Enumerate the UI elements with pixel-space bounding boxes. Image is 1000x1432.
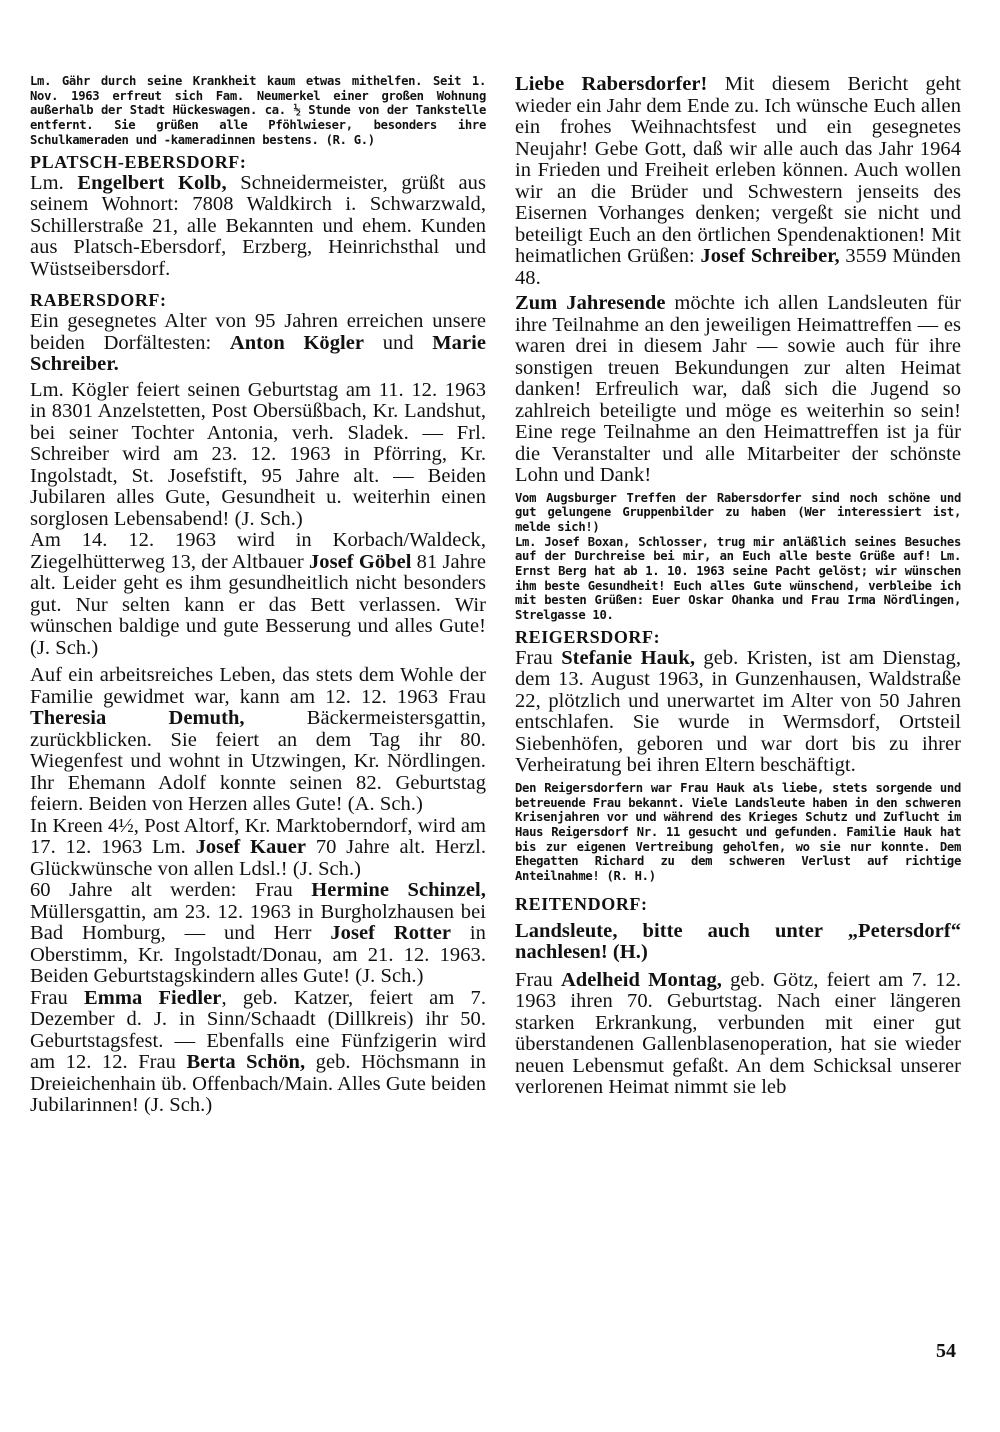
article-paragraph: Den Reigersdorfern war Frau Hauk als liebe, stets sorgende und betreuende Frau bekannt. Viele Landsleute haben in den schweren Krisenjahren vor und während des Krieges Schutz und Zuflucht im Haus Reigersdorf Nr. 11 gesucht und gefunden. Familie Hauk hat bis zur eigenen Vertreibung geholfen, wo sie nur konnte. Dem Ehegatten Richard zu dem schweren Verlust auf richtige Anteilnahme! (R. H.) [515, 780, 961, 884]
article-paragraph: Lm. Engelbert Kolb, Schneidermeister, grüßt aus seinem Wohnort: 7808 Waldkirch i. Schwarzwald, Schillerstraße 21, alle Bekannten und ehem. Kunden aus Platsch-Ebersdorf, Erzberg, Heinrichsthal und Wüstseibersdorf. [30, 171, 486, 280]
article-paragraph: Zum Jahresende möchte ich allen Landsleuten für ihre Teilnahme an den jeweiligen Heimattreffen — es waren drei in diesem Jahr — sowie auch für ihre sonstigen treuen Bekundungen zur alten Heimat danken! Erfreulich war, daß sich die Jugend so zahlreich beteiligte und möge es weiterhin so sein! Eine rege Teilnahme an den Heimattreffen ist ja für die Veranstalter und alle Mitarbeiter der schönste Lohn und Dank! [515, 292, 961, 486]
left-column [30, 74, 486, 1117]
right-column [515, 74, 961, 1099]
article-paragraph: Lm. Gähr durch seine Krankheit kaum etwas mithelfen. Seit 1. Nov. 1963 erfreut sich Fam. Neumerkel einer großen Wohnung außerhalb der Stadt Hückeswagen. ca. ½ Stunde von der Tankstelle entfernt. Sie grüßen alle Pföhlwieser, besonders ihre Schulkameraden und -kameradinnen bestens. (R. G.) [30, 74, 486, 147]
section-heading-platsch-ebersdorf: PLATSCH-EBERSDORF: [30, 151, 247, 172]
article-paragraph: Vom Augsburger Treffen der Rabersdorfer sind noch schöne und gut gelungene Gruppenbilder zu haben (Wer interessiert ist, melde sich!) [515, 490, 961, 534]
section-heading-rabersdorf: RABERSDORF: [30, 290, 167, 311]
article-paragraph: Ein gesegnetes Alter von 95 Jahren erreichen unsere beiden Dorfältesten: Anton Kögler und Marie Schreiber. [30, 310, 487, 376]
article-paragraph: Landsleute, bitte auch unter „Petersdorf“ nachlesen! (H.) [515, 919, 961, 964]
article-paragraph: Frau Emma Fiedler, geb. Katzer, feiert am 7. Dezember d. J. in Sinn/Schaadt (Dillkreis) ihr 50. Geburtstagsfest. — Ebenfalls eine Fünfzigerin wird am 12. 12. Frau Berta Schön, geb. Höchsmann in Dreieichenhain üb. Offenbach/Main. Alles Gute beiden Jubilarinnen! (J. Sch.) [30, 986, 486, 1117]
article-paragraph: Liebe Rabersdorfer! Mit diesem Bericht geht wieder ein Jahr dem Ende zu. Ich wünsche Euch allen ein frohes Weihnachtsfest und ein gesegnetes Neujahr! Gebe Gott, daß wir alle auch das Jahr 1964 in Frieden und Freiheit erleben können. Auch wollen wir an die Brüder und Schwestern jenseits des Eisernen Vorhanges denken; vergeßt sie nicht und beteiligt Euch an den örtlichen Spendenaktionen! Mit heimatlichen Grüßen: Josef Schreiber, 3559 Münden 48. [515, 73, 961, 289]
article-paragraph: 60 Jahre alt werden: Frau Hermine Schinzel, Müllersgattin, am 23. 12. 1963 in Burgholzhausen bei Bad Homburg, — und Herr Josef Rotter in Oberstimm, Kr. Ingolstadt/Donau, am 21. 12. 1963. Beiden Geburtstagskindern alles Gute! (J. Sch.) [30, 879, 486, 988]
page-number: 54 [936, 1340, 956, 1362]
article-paragraph: Lm. Kögler feiert seinen Geburtstag am 11. 12. 1963 in 8301 Anzelstetten, Post Obersüßbach, Kr. Landshut, bei seiner Tochter Antonia, verh. Sladek. — Frl. Schreiber wird am 23. 12. 1963 in Pförring, Kr. Ingolstadt, St. Josefstift, 95 Jahre alt. — Beiden Jubilaren alles Gute, Gesundheit u. weiterhin einen sorglosen Lebensabend! (J. Sch.) [30, 378, 486, 530]
article-paragraph: Auf ein arbeitsreiches Leben, das stets dem Wohle der Familie gewidmet war, kann am 12. 12. 1963 Frau Theresia Demuth, Bäckermeistersgattin, zurückblicken. Sie feiert an dem Tag ihr 80. Wiegenfest und wohnt in Utzwingen, Kr. Nördlingen. Ihr Ehemann Adolf konnte seinen 82. Geburtstag feiern. Beiden von Herzen alles Gute! (A. Sch.) [30, 664, 486, 816]
article-paragraph: In Kreen 4½, Post Altorf, Kr. Marktoberndorf, wird am 17. 12. 1963 Lm. Josef Kauer 70 Jahre alt. Herzl. Glückwünsche von allen Ldsl.! (J. Sch.) [30, 814, 486, 880]
section-heading-reigersdorf: REIGERSDORF: [515, 626, 661, 647]
section-heading-reitendorf: REITENDORF: [515, 893, 648, 914]
article-paragraph: Frau Adelheid Montag, geb. Götz, feiert am 7. 12. 1963 ihren 70. Geburtstag. Nach einer längeren starken Erkrankung, verbunden mit einer gut überstandenen Gallenblasenoperation, hat sie wieder neuen Lebensmut gefaßt. An dem Schicksal unserer verlorenen Heimat nimmt sie leb [515, 968, 961, 1099]
article-paragraph: Frau Stefanie Hauk, geb. Kristen, ist am Dienstag, dem 13. August 1963, in Gunzenhausen, Waldstraße 22, plötzlich und unerwartet im Alter von 50 Jahren entschlafen. Sie wurde in Wermsdorf, Ortsteil Siebenhöfen, geboren und war dort bis zu ihrer Verheiratung bei ihren Eltern beschäftigt. [515, 646, 961, 777]
article-paragraph: Am 14. 12. 1963 wird in Korbach/Waldeck, Ziegelhütterweg 13, der Altbauer Josef Göbel 81 Jahre alt. Leider geht es ihm gesundheitlich nicht besonders gut. Nur selten kann er das Bett verlassen. Wir wünschen baldige und gute Besserung und alles Gute! (J. Sch.) [30, 529, 486, 659]
article-paragraph: Lm. Josef Boxan, Schlosser, trug mir anläßlich seines Besuches auf der Durchreise bei mir, an Euch alle beste Grüße auf! Lm. Ernst Berg hat ab 1. 10. 1963 seine Pacht gelöst; wir wünschen ihm beste Gesundheit! Euch alles Gute wünschend, verbleibe ich mit besten Grüßen: Euer Oskar Ohanka und Frau Irma Nördlingen, Strelgasse 10. [515, 534, 962, 623]
